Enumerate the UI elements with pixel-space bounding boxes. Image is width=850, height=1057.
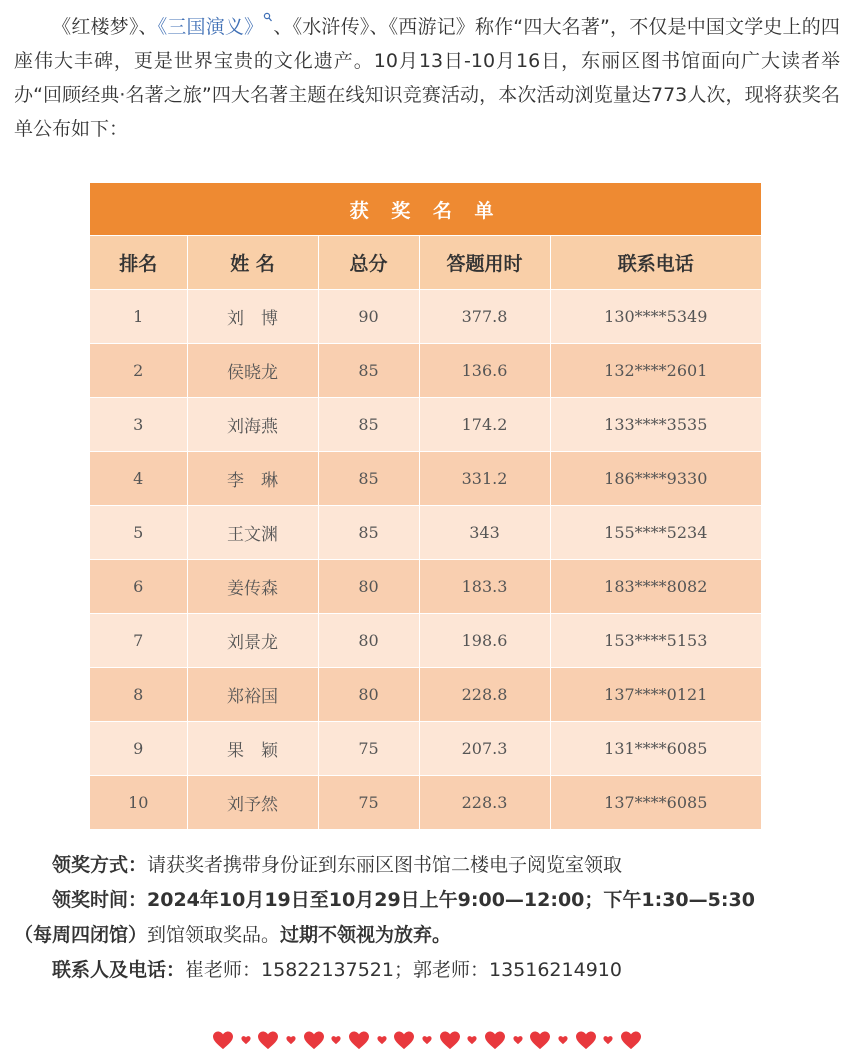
heart-icon xyxy=(377,1035,387,1045)
heart-icon xyxy=(529,1030,551,1050)
heart-icon xyxy=(558,1035,568,1045)
heart-icon xyxy=(620,1030,642,1050)
cell-score: 85 xyxy=(318,506,419,560)
cell-rank: 1 xyxy=(90,290,187,344)
cell-score: 85 xyxy=(318,452,419,506)
header-rank: 排名 xyxy=(90,236,187,290)
cell-time: 377.8 xyxy=(419,290,550,344)
cell-name: 王文渊 xyxy=(187,506,318,560)
cell-name: 郑裕国 xyxy=(187,668,318,722)
table-row xyxy=(90,344,761,398)
method-label: 领奖方式： xyxy=(52,854,148,876)
cell-rank: 3 xyxy=(90,398,187,452)
cell-time: 343 xyxy=(419,506,550,560)
table-row xyxy=(90,776,761,830)
cell-score: 75 xyxy=(318,776,419,830)
cell-score: 80 xyxy=(318,668,419,722)
cell-time: 183.3 xyxy=(419,560,550,614)
table-row xyxy=(90,614,761,668)
note-contact xyxy=(14,953,844,988)
note-time xyxy=(14,883,844,918)
cell-phone: 133****3535 xyxy=(550,398,761,452)
note-method xyxy=(14,848,844,883)
table-row xyxy=(90,290,761,344)
heart-icon xyxy=(439,1030,461,1050)
cell-phone: 155****5234 xyxy=(550,506,761,560)
heart-icon xyxy=(484,1030,506,1050)
cell-phone: 153****5153 xyxy=(550,614,761,668)
time-label: 领奖时间： xyxy=(52,889,148,911)
contact-text: 崔老师：15822137521；郭老师：13516214910 xyxy=(185,959,622,981)
table-row xyxy=(90,452,761,506)
time-text: 2024年10月19日至10月29日上午9:00—12:00；下午1:30—5:30 xyxy=(147,889,755,911)
cell-rank: 4 xyxy=(90,452,187,506)
cell-time: 174.2 xyxy=(419,398,550,452)
cell-score: 85 xyxy=(318,398,419,452)
cell-rank: 8 xyxy=(90,668,187,722)
heart-icon xyxy=(212,1030,234,1050)
heart-icon xyxy=(422,1035,432,1045)
heart-icon xyxy=(257,1030,279,1050)
notes-section xyxy=(14,848,844,988)
header-phone: 联系电话 xyxy=(550,236,761,290)
cell-phone: 131****6085 xyxy=(550,722,761,776)
cell-phone: 186****9330 xyxy=(550,452,761,506)
heart-divider xyxy=(212,1028,642,1052)
search-icon[interactable] xyxy=(263,12,273,26)
header-score: 总分 xyxy=(318,236,419,290)
cell-name: 果 颖 xyxy=(187,722,318,776)
heart-icon xyxy=(303,1030,325,1050)
heart-icon xyxy=(331,1035,341,1045)
table-header-row xyxy=(90,236,761,290)
cell-score: 75 xyxy=(318,722,419,776)
award-table xyxy=(90,183,761,829)
heart-icon xyxy=(393,1030,415,1050)
cell-rank: 5 xyxy=(90,506,187,560)
table-row xyxy=(90,398,761,452)
header-time: 答题用时 xyxy=(419,236,550,290)
cell-time: 331.2 xyxy=(419,452,550,506)
cell-rank: 2 xyxy=(90,344,187,398)
cell-rank: 6 xyxy=(90,560,187,614)
heart-icon xyxy=(467,1035,477,1045)
table-row xyxy=(90,560,761,614)
cell-time: 136.6 xyxy=(419,344,550,398)
book-sanguo-link[interactable]: 《三国演义》 xyxy=(157,16,264,38)
cell-phone: 137****0121 xyxy=(550,668,761,722)
book-xiyou: 《西游记》 xyxy=(388,16,475,38)
book-honglou: 《红楼梦》 xyxy=(52,16,139,38)
cell-name: 刘予然 xyxy=(187,776,318,830)
cell-rank: 7 xyxy=(90,614,187,668)
table-title: 获 奖 名 单 xyxy=(90,183,761,236)
heart-icon xyxy=(241,1035,251,1045)
heart-icon xyxy=(603,1035,613,1045)
table-row xyxy=(90,668,761,722)
table-row xyxy=(90,506,761,560)
intro-text: 称作“四大名著”，不仅是中国文学史上的四座伟大丰碑，更是世界宝贵的文化遗产。10月13日-10月16日，东丽区图书馆面向广大读者举办“回顾经典·名著之旅”四大名著主题在线知识竞赛活动，本次活动浏览量达773人次，现将获奖名单公布如下： xyxy=(14,16,840,140)
cell-name: 李 琳 xyxy=(187,452,318,506)
cell-phone: 183****8082 xyxy=(550,560,761,614)
cell-time: 207.3 xyxy=(419,722,550,776)
cell-name: 侯晓龙 xyxy=(187,344,318,398)
cell-phone: 137****6085 xyxy=(550,776,761,830)
note-time-cont xyxy=(14,918,844,953)
cell-name: 刘景龙 xyxy=(187,614,318,668)
time-cont: 到馆领取奖品。 xyxy=(147,924,281,946)
cell-phone: 130****5349 xyxy=(550,290,761,344)
table-row xyxy=(90,722,761,776)
contact-label: 联系人及电话： xyxy=(52,959,186,981)
heart-icon xyxy=(575,1030,597,1050)
table-body xyxy=(90,290,761,830)
header-name: 姓 名 xyxy=(187,236,318,290)
book-shuihu: 《水浒传》 xyxy=(292,16,370,38)
cell-score: 80 xyxy=(318,614,419,668)
heart-icon xyxy=(348,1030,370,1050)
heart-icon xyxy=(286,1035,296,1045)
cell-time: 228.8 xyxy=(419,668,550,722)
cell-time: 228.3 xyxy=(419,776,550,830)
cell-name: 刘海燕 xyxy=(187,398,318,452)
method-text: 请获奖者携带身份证到东丽区图书馆二楼电子阅览室领取 xyxy=(147,854,623,876)
time-note: （每周四闭馆） xyxy=(14,924,148,946)
cell-rank: 10 xyxy=(90,776,187,830)
cell-score: 90 xyxy=(318,290,419,344)
cell-phone: 132****2601 xyxy=(550,344,761,398)
time-warn: 过期不领视为放弃。 xyxy=(280,924,452,946)
cell-name: 姜传森 xyxy=(187,560,318,614)
cell-rank: 9 xyxy=(90,722,187,776)
cell-score: 80 xyxy=(318,560,419,614)
heart-icon xyxy=(513,1035,523,1045)
cell-name: 刘 博 xyxy=(187,290,318,344)
cell-score: 85 xyxy=(318,344,419,398)
cell-time: 198.6 xyxy=(419,614,550,668)
table-title-row xyxy=(90,183,761,236)
intro-paragraph: 《红楼梦》、《三国演义》 、《水浒传》、《西游记》称作“四大名著”，不仅是中国文学史上的四座伟大丰碑，更是世界宝贵的文化遗产。10月13日-10月16日，东丽区图书馆面向广大读者举办“回顾经典·名著之旅”四大名著主题在线知识竞赛活动，本次活动浏览量达773人次，现将获奖名单公布如下： xyxy=(14,10,840,146)
